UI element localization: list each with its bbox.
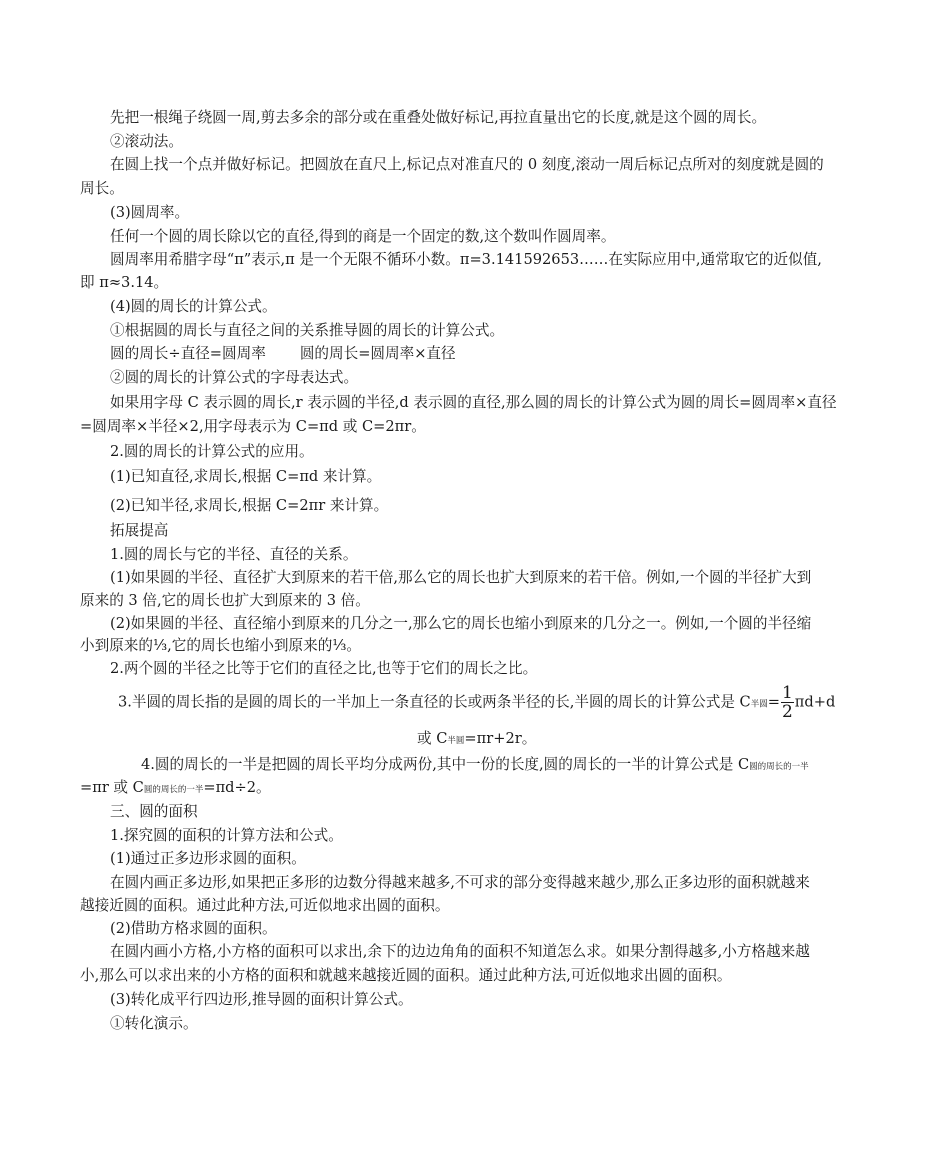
paragraph-rope-method: 先把一根绳子绕圆一周,剪去多余的部分或在重叠处做好标记,再拉直量出它的长度,就是这个圆的周长。 xyxy=(110,109,767,126)
heading-formula-application: 2.圆的周长的计算公式的应用。 xyxy=(110,443,314,460)
heading-relationship: 1.圆的周长与它的半径、直径的关系。 xyxy=(110,546,358,563)
heading-circumference-formula: (4)圆的周长的计算公式。 xyxy=(110,298,277,315)
paragraph-pi-approx: 即 π≈3.14。 xyxy=(80,274,169,291)
paragraph-half-circumference: 4.圆的周长的一半是把圆的周长平均分成两份,其中一份的长度,圆的周长的一半的计算公式是 C圆的周长的一半 xyxy=(141,756,809,773)
section-title-area: 三、圆的面积 xyxy=(110,803,198,820)
paragraph-semicircle: 3.半圆的周长指的是圆的周长的一半加上一条直径的长或两条半径的长,半圆的周长的计算公式是 C半圆= $\frac{1}{2}$ πd+d xyxy=(118,683,836,722)
heading-explore-area: 1.探究圆的面积的计算方法和公式。 xyxy=(110,827,343,844)
subscript-half-circumference: 圆的周长的一半 xyxy=(143,785,204,795)
formula-division: 圆的周长÷直径=圆周率 xyxy=(110,345,266,362)
subscript-semicircle: 半圆 xyxy=(447,736,465,746)
paragraph-polygon-method-cont: 越接近圆的面积。通过此种方法,可近似地求出圆的面积。 xyxy=(80,897,450,914)
paragraph-enlarge-cont: 原来的 3 倍,它的周长也扩大到原来的 3 倍。 xyxy=(80,592,370,609)
paragraph-rolling-method-cont: 周长。 xyxy=(80,180,124,197)
paragraph-shrink: (2)如果圆的半径、直径缩小到原来的几分之一,那么它的周长也缩小到原来的几分之一。例如,一个圆的半径缩 xyxy=(110,615,812,632)
fraction-one-half: $\frac{1}{2}$ xyxy=(781,683,793,722)
paragraph-letter-formula-cont: =圆周率×半径×2,用字母表示为 C=πd 或 C=2πr。 xyxy=(80,418,426,435)
paragraph-rolling-method: 在圆上找一个点并做好标记。把圆放在直尺上,标记点对准直尺的 0 刻度,滚动一周后标记点所对的刻度就是圆的 xyxy=(110,156,824,173)
heading-rolling-method: ②滚动法。 xyxy=(110,133,183,150)
heading-polygon-method: (1)通过正多边形求圆的面积。 xyxy=(110,850,306,867)
item-known-radius: (2)已知半径,求周长,根据 C=2πr 来计算。 xyxy=(110,497,389,514)
paragraph-half-circumference-cont: =πr 或 C圆的周长的一半=πd÷2。 xyxy=(80,779,271,796)
paragraph-ratio: 2.两个圆的半径之比等于它们的直径之比,也等于它们的周长之比。 xyxy=(110,660,538,677)
paragraph-letter-formula: 如果用字母 C 表示圆的周长,r 表示圆的半径,d 表示圆的直径,那么圆的周长的计算公式为圆的周长=圆周率×直径 xyxy=(110,394,837,411)
heading-parallelogram: (3)转化成平行四边形,推导圆的面积计算公式。 xyxy=(110,991,413,1008)
section-title-extension: 拓展提高 xyxy=(110,522,169,539)
subscript-half-circumference: 圆的周长的一半 xyxy=(749,762,809,772)
subscript-semicircle: 半圆 xyxy=(750,699,768,710)
paragraph-pi-symbol: 圆周率用希腊字母“π”表示,π 是一个无限不循环小数。π=3.141592653……在实际应用中,通常取它的近似值, xyxy=(110,251,822,268)
item-known-diameter: (1)已知直径,求周长,根据 C=πd 来计算。 xyxy=(110,468,382,485)
paragraph-pi-definition: 任何一个圆的周长除以它的直径,得到的商是一个固定的数,这个数叫作圆周率。 xyxy=(110,228,616,245)
formula-multiplication: 圆的周长=圆周率×直径 xyxy=(299,345,456,362)
paragraph-shrink-cont: 小到原来的⅓,它的周长也缩小到原来的⅓。 xyxy=(80,637,362,654)
step-transformation-demo: ①转化演示。 xyxy=(110,1015,198,1032)
heading-pi: (3)圆周率。 xyxy=(110,204,190,221)
paragraph-enlarge: (1)如果圆的半径、直径扩大到原来的若干倍,那么它的周长也扩大到原来的若干倍。例如,一个圆的半径扩大到 xyxy=(110,569,812,586)
formula-line xyxy=(110,344,456,364)
step-derive-formula: ①根据圆的周长与直径之间的关系推导圆的周长的计算公式。 xyxy=(110,322,505,339)
step-letter-expression: ②圆的周长的计算公式的字母表达式。 xyxy=(110,369,359,386)
paragraph-grid-method-cont: 小,那么可以求出来的小方格的面积和就越来越接近圆的面积。通过此种方法,可近似地求出圆的面积。 xyxy=(80,967,732,984)
paragraph-polygon-method: 在圆内画正多边形,如果把正多形的边数分得越来越多,不可求的部分变得越来越少,那么正多边形的面积就越来 xyxy=(110,874,810,891)
heading-grid-method: (2)借助方格求圆的面积。 xyxy=(110,920,277,937)
paragraph-grid-method: 在圆内画小方格,小方格的面积可以求出,余下的边边角角的面积不知道怎么求。如果分割得越多,小方格越来越 xyxy=(110,943,810,960)
paragraph-semicircle-cont: 或 C半圆=πr+2r。 xyxy=(417,730,537,747)
